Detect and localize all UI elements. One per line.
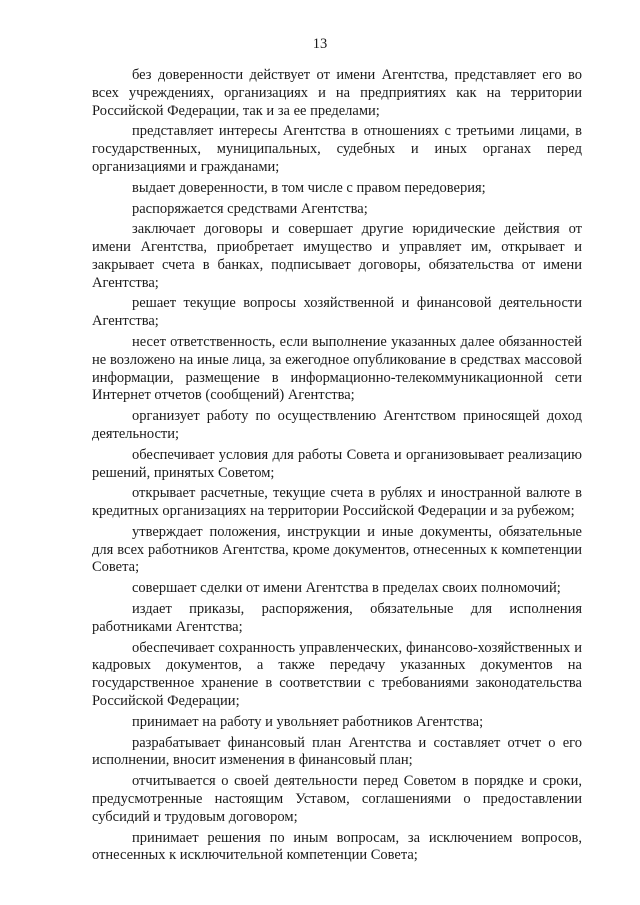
- paragraph: без доверенности действует от имени Агентства, представляет его во всех учреждениях, организациях и на предприятиях как на территории Российской Федерации, так и за ее пределами;: [92, 67, 582, 119]
- paragraph: принимает решения по иным вопросам, за исключением вопросов, отнесенных к исключительной компетенции Совета;: [92, 829, 582, 864]
- paragraph: совершает сделки от имени Агентства в пределах своих полномочий;: [132, 580, 561, 597]
- paragraph: принимает на работу и увольняет работников Агентства;: [132, 713, 484, 730]
- paragraph: открывает расчетные, текущие счета в рублях и иностранной валюте в кредитных организациях на территории Российской Федерации и за рубежом;: [92, 485, 582, 520]
- paragraph: обеспечивает сохранность управленческих, финансово-хозяйственных и кадровых документов, а также передачу указанных документов на государственное хранение в соответствии с требованиями законодательства Российской Федерации;: [92, 639, 582, 709]
- paragraph: разрабатывает финансовый план Агентства и составляет отчет о его исполнении, вносит изменения в финансовый план;: [92, 734, 582, 769]
- paragraph: обеспечивает условия для работы Совета и организовывает реализацию решений, принятых Советом;: [92, 446, 582, 481]
- paragraph: утверждает положения, инструкции и иные документы, обязательные для всех работников Агентства, кроме документов, отнесенных к компетенции Совета;: [92, 523, 582, 576]
- paragraph: представляет интересы Агентства в отношениях с третьими лицами, в государственных, муниципальных, судебных и иных органах перед организациями и гражданами;: [92, 123, 582, 175]
- paragraph: отчитывается о своей деятельности перед Советом в порядке и сроки, предусмотренные настоящим Уставом, соглашениями о предоставлении субсидий и трудовым договором;: [92, 773, 582, 825]
- page-number: 13: [312, 36, 328, 52]
- paragraph: решает текущие вопросы хозяйственной и финансовой деятельности Агентства;: [92, 295, 582, 330]
- document-body: [92, 67, 582, 868]
- paragraph: издает приказы, распоряжения, обязательные для исполнения работниками Агентства;: [92, 601, 582, 635]
- paragraph: выдает доверенности, в том числе с правом передоверия;: [132, 179, 486, 196]
- paragraph: распоряжается средствами Агентства;: [132, 200, 368, 217]
- paragraph: несет ответственность, если выполнение указанных далее обязанностей не возложено на иные лица, за ежегодное опубликование в средствах массовой информации, размещение в информационно-телекоммуникационной сети Интернет отчетов (сообщений) Агентства;: [92, 334, 582, 404]
- paragraph: организует работу по осуществлению Агентством приносящей доход деятельности;: [92, 408, 582, 442]
- paragraph: заключает договоры и совершает другие юридические действия от имени Агентства, приобретает имущество и управляет им, открывает и закрывает счета в банках, подписывает договоры, обязательства от имени Агентства;: [92, 221, 582, 291]
